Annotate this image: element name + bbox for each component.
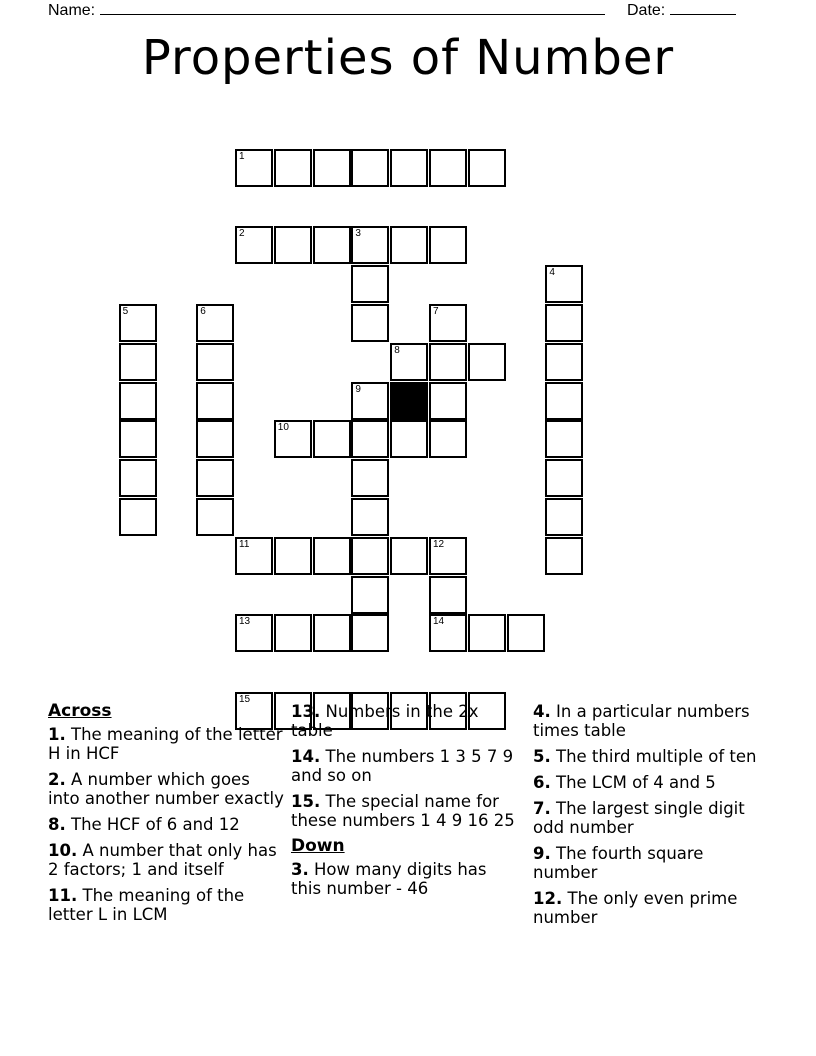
clue-across-2: 2. A number which goes into another number exactly: [48, 770, 284, 808]
clue-across-8: 8. The HCF of 6 and 12: [48, 815, 240, 834]
page-title: Properties of Number: [141, 30, 675, 86]
crossword-cell[interactable]: [545, 265, 583, 303]
crossword-cell[interactable]: [429, 343, 467, 381]
crossword-cell[interactable]: [545, 498, 583, 536]
crossword-cell[interactable]: [119, 420, 157, 458]
crossword-cell[interactable]: [545, 304, 583, 342]
crossword-cell[interactable]: [196, 498, 234, 536]
clue-number: 4: [549, 267, 555, 279]
clue-across-1: 1. The meaning of the letter H in HCF: [48, 725, 283, 763]
crossword-cell[interactable]: [429, 614, 467, 652]
crossword-cell[interactable]: [351, 265, 389, 303]
crossword-cell[interactable]: [390, 226, 428, 264]
crossword-cell[interactable]: [313, 149, 351, 187]
clue-across-14: 14. The numbers 1 3 5 7 9 and so on: [291, 747, 514, 785]
clue-down-5: 5. The third multiple of ten: [533, 747, 757, 766]
clue-number: 11: [239, 538, 250, 550]
crossword-cell[interactable]: [119, 343, 157, 381]
crossword-cell[interactable]: [390, 420, 428, 458]
crossword-cell[interactable]: [545, 420, 583, 458]
down-heading: Down: [291, 836, 345, 856]
clue-across-13: 13. Numbers in the 2x table: [291, 702, 479, 740]
crossword-cell[interactable]: [313, 420, 351, 458]
clue-number: 3: [355, 228, 361, 240]
clue-number: 14: [433, 616, 445, 628]
crossword-cell[interactable]: [429, 304, 467, 342]
crossword-cell[interactable]: [351, 498, 389, 536]
crossword-cell[interactable]: [545, 537, 583, 575]
crossword-cell[interactable]: [274, 537, 312, 575]
clue-number: 5: [122, 306, 129, 317]
crossword-cell[interactable]: [274, 420, 312, 458]
clue-number: 7: [433, 306, 439, 317]
crossword-cell[interactable]: [351, 226, 389, 264]
crossword-cell[interactable]: [196, 420, 234, 458]
clue-across-15: 15. The special name for these numbers 1 4 9 16 25: [291, 792, 515, 830]
crossword-cell[interactable]: [351, 304, 389, 342]
crossword-cell[interactable]: [196, 304, 234, 342]
clue-down-6: 6. The LCM of 4 and 5: [533, 773, 716, 792]
crossword-cell[interactable]: [545, 459, 583, 497]
crossword-cell[interactable]: [196, 382, 234, 420]
crossword-cell[interactable]: [119, 498, 157, 536]
crossword-cell[interactable]: [274, 149, 312, 187]
crossword-cell[interactable]: [351, 420, 389, 458]
clue-number: 9: [355, 383, 361, 395]
crossword-cell[interactable]: [235, 226, 273, 264]
crossword-cell[interactable]: [390, 537, 428, 575]
clues-column-3: [533, 702, 763, 934]
crossword-cell[interactable]: [235, 614, 273, 652]
crossword-cell[interactable]: [119, 304, 157, 342]
crossword-cell[interactable]: [429, 382, 467, 420]
crossword-cell[interactable]: [313, 537, 351, 575]
crossword-cell[interactable]: [468, 149, 506, 187]
crossword-cell[interactable]: [313, 614, 351, 652]
crossword-cell[interactable]: [545, 382, 583, 420]
crossword-cell[interactable]: [196, 343, 234, 381]
clue-across-10: 10. A number that only has 2 factors; 1 and itself: [48, 841, 277, 879]
clue-down-4: 4. In a particular numbers times table: [533, 702, 750, 740]
crossword-cell[interactable]: [351, 459, 389, 497]
clues-column-2: [291, 702, 521, 905]
clue-down-12: 12. The only even prime number: [533, 889, 738, 927]
clue-across-11: 11. The meaning of the letter L in LCM: [48, 886, 245, 924]
clue-number: 2: [239, 228, 245, 240]
across-heading: Across: [48, 701, 112, 721]
name-label: Name:: [48, 2, 96, 19]
crossword-cell[interactable]: [351, 614, 389, 652]
clue-number: 10: [277, 422, 289, 434]
clue-down-9: 9. The fourth square number: [533, 844, 704, 882]
clue-number: 15: [239, 694, 251, 705]
crossword-cell[interactable]: [468, 343, 506, 381]
crossword-cell[interactable]: [468, 614, 506, 652]
crossword-cell[interactable]: [235, 149, 273, 187]
date-label: Date:: [627, 2, 666, 19]
crossword-cell[interactable]: [351, 537, 389, 575]
crossword-cell[interactable]: [235, 537, 273, 575]
crossword-cell[interactable]: [274, 614, 312, 652]
clue-number: 13: [239, 616, 251, 628]
clue-down-3: 3. How many digits has this number - 46: [291, 860, 487, 898]
blocked-cell: [390, 382, 428, 420]
clue-number: 8: [394, 344, 400, 356]
crossword-cell[interactable]: [429, 226, 467, 264]
crossword-cell[interactable]: [429, 149, 467, 187]
crossword-cell[interactable]: [351, 382, 389, 420]
clues-column-1: [48, 702, 284, 931]
clue-number: 6: [200, 306, 206, 317]
crossword-cell[interactable]: [313, 226, 351, 264]
crossword-cell[interactable]: [196, 459, 234, 497]
crossword-cell[interactable]: [429, 537, 467, 575]
crossword-cell[interactable]: [390, 149, 428, 187]
crossword-cell[interactable]: [429, 420, 467, 458]
crossword-cell[interactable]: [429, 576, 467, 614]
crossword-cell[interactable]: [119, 382, 157, 420]
clue-number: 1: [239, 150, 245, 162]
clue-down-7: 7. The largest single digit odd number: [533, 799, 745, 837]
crossword-cell[interactable]: [119, 459, 157, 497]
crossword-cell[interactable]: [274, 226, 312, 264]
crossword-cell[interactable]: [545, 343, 583, 381]
crossword-cell[interactable]: [507, 614, 545, 652]
crossword-cell[interactable]: [390, 343, 428, 381]
crossword-cell[interactable]: [351, 149, 389, 187]
crossword-cell[interactable]: [351, 576, 389, 614]
clue-number: 12: [433, 538, 445, 550]
